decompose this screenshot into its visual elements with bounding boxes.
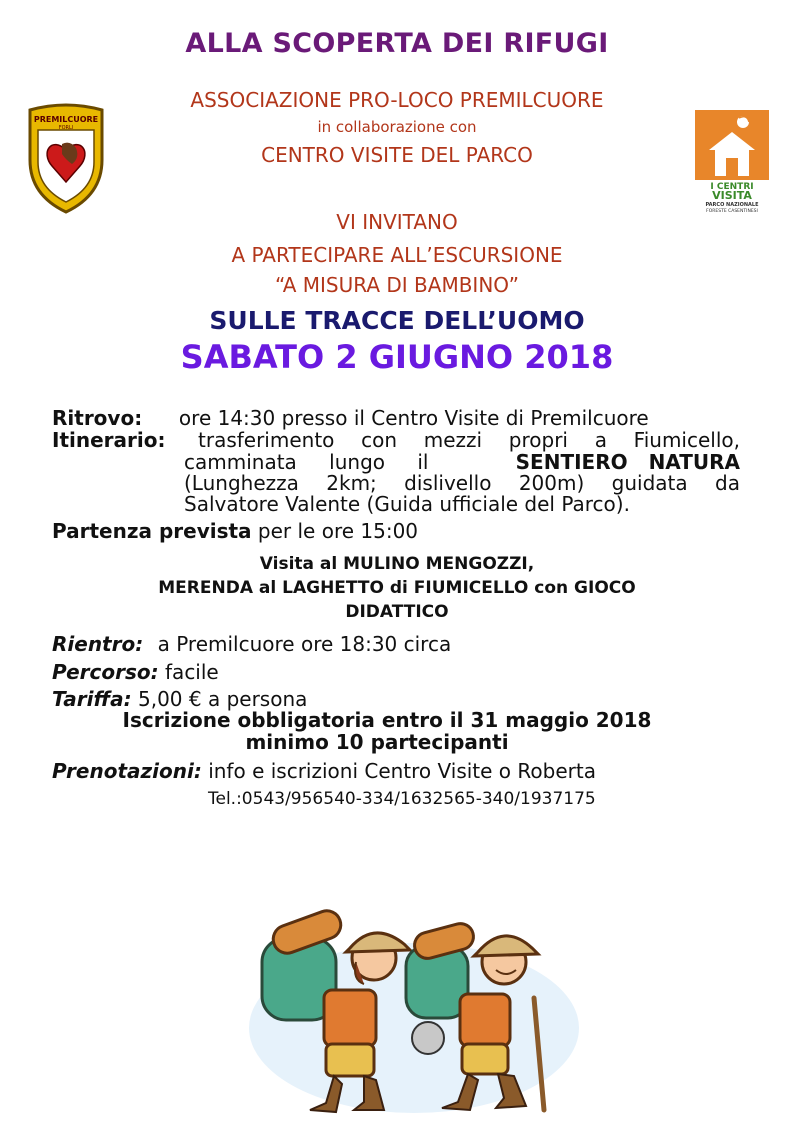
- partenza-value: per le ore 15:00: [257, 519, 419, 543]
- itinerario-line3: (Lunghezza 2km; dislivello 200m) guidata da: [184, 471, 740, 495]
- invite-line2: A PARTECIPARE ALL’ESCURSIONE: [231, 243, 563, 267]
- itinerario-line4: Salvatore Valente (Guida ufficiale del Parco).: [184, 492, 630, 516]
- sentiero-natura: SENTIERO NATURA: [515, 450, 740, 474]
- children-hikers-illustration-icon: [214, 898, 584, 1123]
- centro-visite-name: CENTRO VISITE DEL PARCO: [261, 143, 533, 167]
- ritrovo-row: [52, 407, 649, 429]
- event-date: SABATO 2 GIUGNO 2018: [180, 338, 614, 376]
- minimo-partecipanti: minimo 10 partecipanti: [245, 730, 509, 754]
- partenza-label: Partenza prevista: [52, 519, 252, 543]
- invite-heading: VI INVITANO: [336, 210, 458, 234]
- event-name: SULLE TRACCE DELL’UOMO: [209, 306, 585, 335]
- association-name: ASSOCIAZIONE PRO-LOCO PREMILCUORE: [190, 88, 604, 112]
- centri-visita-parco-logo-icon: [695, 110, 769, 214]
- iscrizione-notice: Iscrizione obbligatoria entro il 31 maggio 2018: [122, 708, 652, 732]
- prenotazioni-label: Prenotazioni:: [52, 759, 202, 783]
- tariffa-row: [52, 688, 307, 710]
- logo-right-line1: I CENTRI: [710, 182, 754, 192]
- rientro-row: [52, 633, 451, 655]
- rientro-label: Rientro:: [52, 632, 144, 656]
- logo-right-line2: VISITA: [712, 189, 752, 202]
- itinerario-line2-text: camminata lungo il: [184, 450, 429, 474]
- logo-left-text: PREMILCUORE: [33, 115, 99, 124]
- prenotazioni-row: [52, 760, 596, 782]
- premilcuore-coat-of-arms-icon: [22, 100, 110, 216]
- tariffa-value: 5,00 € a persona: [138, 687, 308, 711]
- logo-right-line4: FORESTE CASENTINESI: [706, 209, 758, 214]
- prenotazioni-value: info e iscrizioni Centro Visite o Roberta: [208, 759, 596, 783]
- collaboration-text: in collaborazione con: [317, 118, 477, 136]
- ritrovo-value: ore 14:30 presso il Centro Visite di Premilcuore: [178, 406, 649, 430]
- itinerario-line2: [184, 451, 740, 473]
- itinerario-line1: trasferimento con mezzi propri a Fiumicello,: [198, 428, 740, 452]
- logo-left-subtext: FORLI: [58, 125, 74, 131]
- itinerario-label: Itinerario:: [52, 428, 166, 452]
- visita-line3: DIDATTICO: [345, 602, 449, 622]
- tariffa-label: Tariffa:: [52, 687, 132, 711]
- page-title: ALLA SCOPERTA DEI RIFUGI: [185, 28, 609, 59]
- percorso-row: [52, 661, 219, 683]
- visita-line1: Visita al MULINO MENGOZZI,: [259, 554, 535, 574]
- percorso-value: facile: [165, 660, 219, 684]
- visita-line2: MERENDA al LAGHETTO di FIUMICELLO con GIOCO: [158, 578, 636, 598]
- partenza-row: [52, 520, 418, 542]
- telefono: Tel.:0543/956540-334/1632565-340/1937175: [208, 789, 596, 809]
- invite-line3: “A MISURA DI BAMBINO”: [274, 273, 520, 297]
- rientro-value: a Premilcuore ore 18:30 circa: [157, 632, 452, 656]
- ritrovo-label: Ritrovo:: [52, 406, 143, 430]
- logo-right-line3: PARCO NAZIONALE: [705, 202, 759, 208]
- percorso-label: Percorso:: [52, 660, 159, 684]
